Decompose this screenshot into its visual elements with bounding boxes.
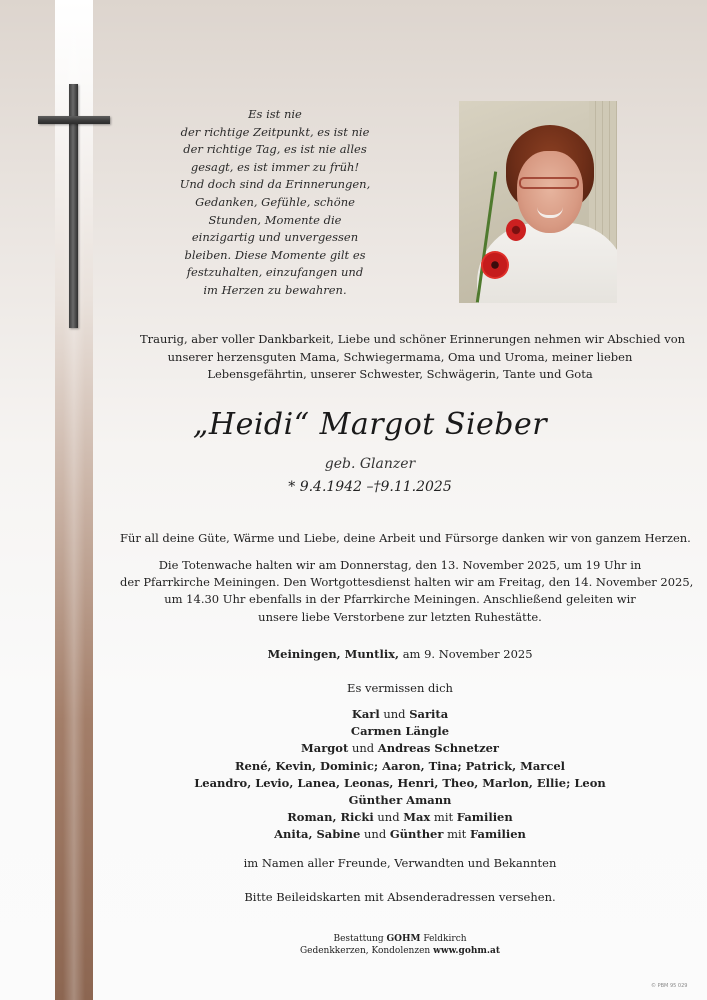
thanks-text: Für all deine Güte, Wärme und Liebe, deine Arbeit und Fürsorge danken wir von ganzem Herzen. — [120, 531, 691, 545]
intro-line: unserer herzensguten Mama, Schwiegermama, Oma und Uroma, meiner lieben — [167, 349, 633, 364]
mourner-line: Karl und Sarita — [351, 707, 449, 721]
intro-line: Lebensgefährtin, unserer Schwester, Schwägerin, Tante und Gota — [207, 367, 593, 381]
footer-line-1: Bestattung GOHM Feldkirch — [333, 934, 467, 944]
place: Meiningen, Muntlix, — [267, 647, 400, 661]
mourner-line: Roman, Ricki und Max mit Familien — [287, 810, 513, 825]
print-code: © PBM 95 029 — [651, 983, 688, 989]
poem-line: festzuhalten, einzufangen und — [186, 265, 364, 280]
footer — [270, 933, 530, 957]
poem-line: gesagt, es ist immer zu früh! — [190, 159, 360, 174]
death-date: 9.11.2025 — [380, 479, 452, 495]
mourner-line: Günther Amann — [348, 793, 452, 808]
friends-text: im Namen aller Freunde, Verwandten und Bekannten — [243, 856, 557, 870]
portrait-photo — [459, 101, 617, 303]
missing-intro: Es vermissen dich — [347, 681, 453, 695]
poem-line: einzigartig und unvergessen — [191, 230, 359, 245]
cards-note: Bitte Beileidskarten mit Absenderadressen versehen. — [244, 890, 556, 904]
ceremony-line: um 14.30 Uhr ebenfalls in der Pfarrkirche Meiningen. Anschließend geleiten wir — [164, 592, 636, 607]
ceremony-line: unsere liebe Verstorbene zur letzten Ruhestätte. — [258, 609, 542, 624]
ceremony-line: Die Totenwache halten wir am Donnerstag, den 13. November 2025, um 19 Uhr in — [158, 558, 642, 572]
cross-icon-arm — [38, 116, 110, 124]
birth-date: 9.4.1942 — [299, 479, 363, 495]
mourner-line: Leandro, Levio, Lanea, Leonas, Henri, Theo, Marlon, Ellie; Leon — [194, 775, 606, 790]
poem-line: der richtige Tag, es ist nie alles — [183, 142, 367, 157]
poem-line: Stunden, Momente die — [208, 212, 342, 227]
death-cross-icon: † — [373, 479, 381, 495]
mourner-line: Margot und Andreas Schnetzer — [301, 741, 499, 756]
life-dates — [220, 479, 520, 495]
poem-line: bleiben. Diese Momente gilt es — [184, 247, 366, 262]
date: am 9. November 2025 — [402, 647, 533, 661]
ceremony-text — [120, 557, 694, 626]
footer-line-2: Gedenkkerzen, Kondolenzen www.gohm.at — [299, 946, 501, 956]
mourner-line: René, Kevin, Dominic; Aaron, Tina; Patrick, Marcel — [234, 758, 566, 773]
poem-line: der richtige Zeitpunkt, es ist nie — [180, 124, 370, 139]
poem — [155, 106, 395, 300]
intro-line: Traurig, aber voller Dankbarkeit, Liebe und schöner Erinnerungen nehmen wir Abschied von — [140, 332, 686, 346]
date-separator: – — [366, 479, 374, 495]
mourner-line: Anita, Sabine und Günther mit Familien — [274, 827, 526, 842]
birth-name: geb. Glanzer — [324, 456, 416, 472]
deceased-name: „Heidi“ Margot Sieber — [192, 407, 548, 442]
mourners-list — [120, 706, 680, 844]
mourner-line: Carmen Längle — [350, 724, 450, 739]
poem-line: Und doch sind da Erinnerungen, — [179, 177, 371, 192]
poem-line: im Herzen zu bewahren. — [203, 282, 347, 297]
poem-line: Es ist nie — [248, 107, 302, 121]
poem-line: Gedanken, Gefühle, schöne — [195, 194, 355, 209]
ceremony-line: der Pfarrkirche Meiningen. Den Wortgottesdienst halten wir am Freitag, den 14. November 2025, — [120, 575, 694, 590]
intro-text — [140, 331, 686, 384]
birth-star-icon: * — [288, 479, 296, 495]
place-date — [120, 646, 680, 663]
